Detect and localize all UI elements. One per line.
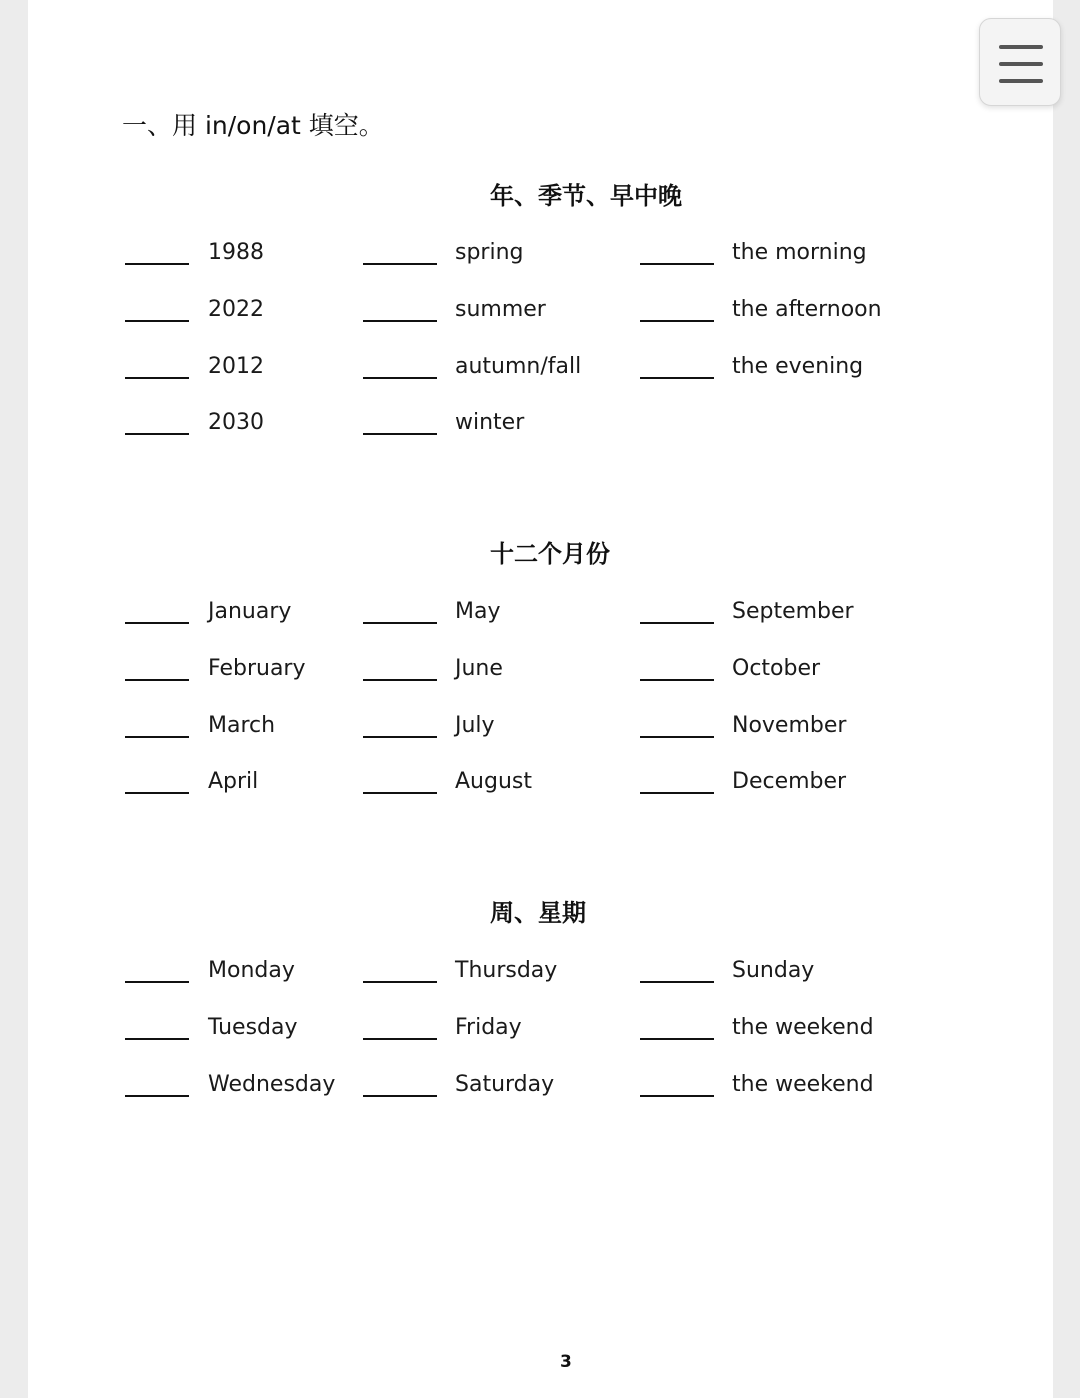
- exercise-word: the evening: [732, 354, 864, 379]
- answer-blank[interactable]: [363, 622, 437, 624]
- answer-blank[interactable]: [363, 679, 437, 681]
- exercise-word: autumn/fall: [455, 354, 582, 379]
- exercise-word: January: [208, 599, 292, 624]
- exercise-word: Tuesday: [208, 1015, 298, 1040]
- answer-blank[interactable]: [125, 981, 189, 983]
- exercise-word: spring: [455, 240, 524, 265]
- answer-blank[interactable]: [125, 736, 189, 738]
- exercise-word: Thursday: [455, 958, 558, 983]
- answer-blank[interactable]: [363, 792, 437, 794]
- exercise-word: July: [455, 713, 495, 738]
- instruction-heading: 一、用 in/on/at 填空。: [122, 111, 384, 140]
- menu-button[interactable]: [979, 18, 1061, 106]
- answer-blank[interactable]: [125, 1038, 189, 1040]
- answer-blank[interactable]: [640, 679, 714, 681]
- answer-blank[interactable]: [363, 263, 437, 265]
- exercise-word: 2030: [208, 410, 264, 435]
- page-number: 3: [560, 1352, 572, 1372]
- exercise-word: the morning: [732, 240, 867, 265]
- answer-blank[interactable]: [363, 320, 437, 322]
- exercise-word: April: [208, 769, 259, 794]
- answer-blank[interactable]: [363, 1095, 437, 1097]
- answer-blank[interactable]: [640, 1095, 714, 1097]
- section-title: 年、季节、早中晚: [490, 182, 682, 210]
- answer-blank[interactable]: [125, 792, 189, 794]
- answer-blank[interactable]: [125, 622, 189, 624]
- answer-blank[interactable]: [640, 320, 714, 322]
- answer-blank[interactable]: [125, 433, 189, 435]
- exercise-word: March: [208, 713, 276, 738]
- answer-blank[interactable]: [640, 263, 714, 265]
- answer-blank[interactable]: [125, 377, 189, 379]
- answer-blank[interactable]: [363, 1038, 437, 1040]
- exercise-word: June: [455, 656, 503, 681]
- section-title: 周、星期: [490, 899, 586, 927]
- answer-blank[interactable]: [125, 1095, 189, 1097]
- exercise-word: the afternoon: [732, 297, 882, 322]
- answer-blank[interactable]: [363, 981, 437, 983]
- exercise-word: May: [455, 599, 501, 624]
- answer-blank[interactable]: [640, 377, 714, 379]
- exercise-word: November: [732, 713, 847, 738]
- exercise-word: winter: [455, 410, 525, 435]
- answer-blank[interactable]: [363, 377, 437, 379]
- answer-blank[interactable]: [640, 622, 714, 624]
- answer-blank[interactable]: [125, 320, 189, 322]
- exercise-word: Wednesday: [208, 1072, 336, 1097]
- exercise-word: August: [455, 769, 532, 794]
- exercise-word: 2012: [208, 354, 264, 379]
- answer-blank[interactable]: [125, 263, 189, 265]
- exercise-word: September: [732, 599, 854, 624]
- answer-blank[interactable]: [125, 679, 189, 681]
- exercise-word: summer: [455, 297, 546, 322]
- exercise-word: Friday: [455, 1015, 522, 1040]
- answer-blank[interactable]: [640, 981, 714, 983]
- section-title: 十二个月份: [490, 540, 610, 568]
- exercise-word: Monday: [208, 958, 295, 983]
- exercise-word: October: [732, 656, 821, 681]
- answer-blank[interactable]: [640, 1038, 714, 1040]
- answer-blank[interactable]: [363, 433, 437, 435]
- exercise-word: Saturday: [455, 1072, 555, 1097]
- answer-blank[interactable]: [640, 736, 714, 738]
- exercise-word: 2022: [208, 297, 264, 322]
- exercise-word: February: [208, 656, 306, 681]
- exercise-word: 1988: [208, 240, 264, 265]
- exercise-word: Sunday: [732, 958, 815, 983]
- exercise-word: the weekend: [732, 1072, 874, 1097]
- exercise-word: December: [732, 769, 847, 794]
- exercise-word: the weekend: [732, 1015, 874, 1040]
- answer-blank[interactable]: [640, 792, 714, 794]
- answer-blank[interactable]: [363, 736, 437, 738]
